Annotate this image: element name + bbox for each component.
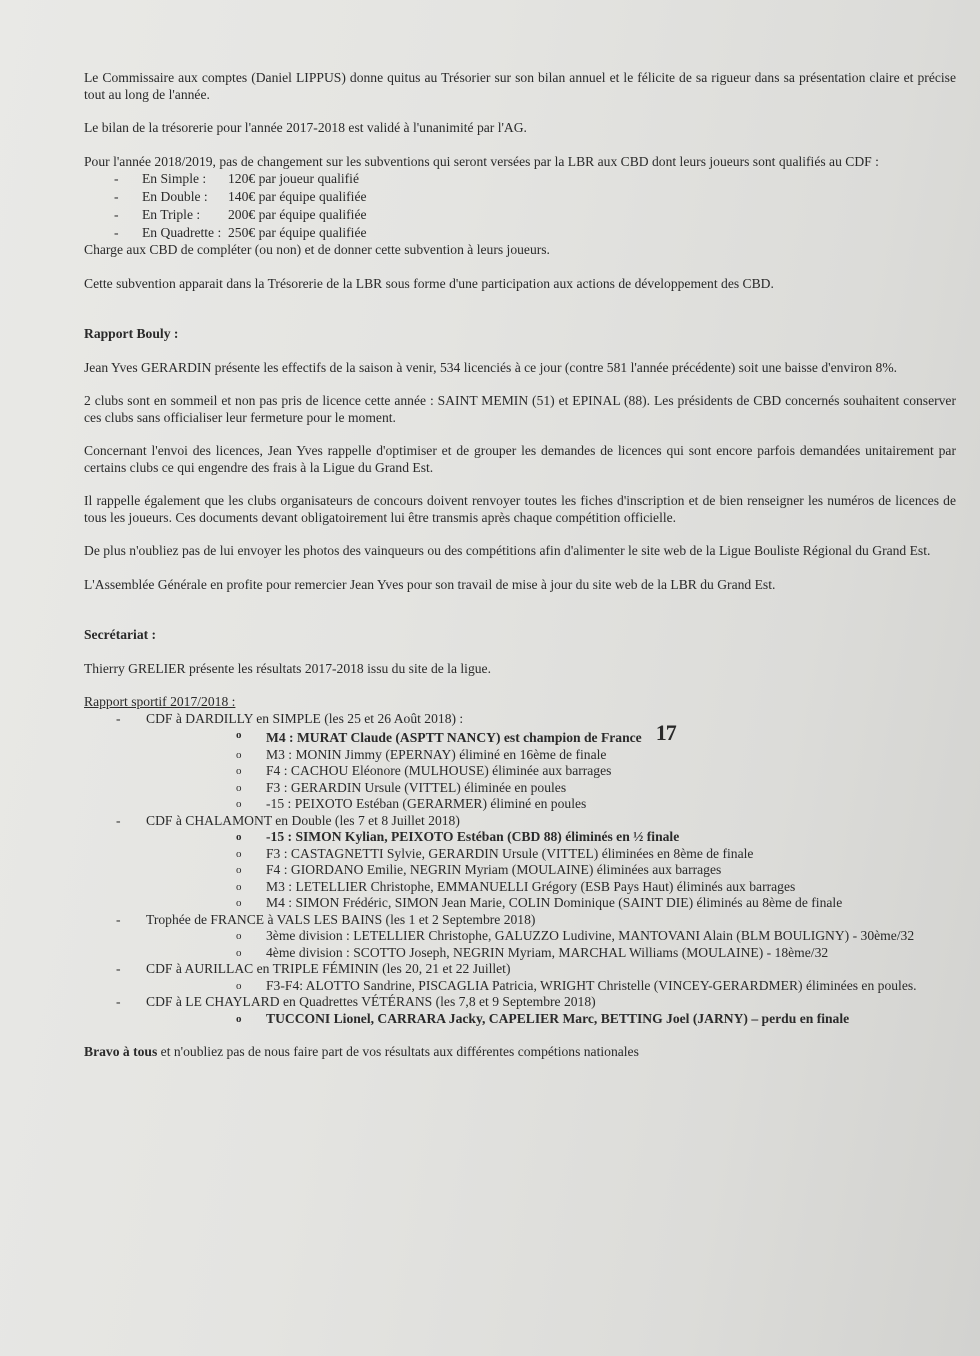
results-list [146,1011,956,1028]
result-item: o M3 : LETELLIER Christophe, EMMANUELLI Grégory (ESB Pays Haut) éliminés aux barrages [146,879,956,896]
result-item: o F4 : GIORDANO Emilie, NEGRIN Myriam (MOULAINE) éliminées aux barrages [146,862,956,879]
event-item: - CDF à LE CHAYLARD en Quadrettes VÉTÉRANS (les 7,8 et 9 Septembre 2018) o TUCCONI Lionel, CARRARA Jacky, CAPELIER Marc, BETTING Joel (JARNY) – perdu en finale [84,994,956,1027]
event-item: - CDF à CHALAMONT en Double (les 7 et 8 Juillet 2018) o -15 : SIMON Kylian, PEIXOTO Estéban (CBD 88) éliminés en ½ finale o F3 : CASTAGNETTI Sylvie, GERARDIN Ursule (VITTEL) éliminées en 8ème de finale o F4 : GIORDANO Emilie, NEGRIN Myriam (MOULAINE) éliminées aux barrages o M3 : LETELLIER Christophe, EMMANUELLI Grégory (ESB Pays Haut) éliminés aux barrages o M4 : SIMON Frédéric, SIMON Jean Marie, COLIN Dominique (SAINT DIE) éliminés au 8ème de finale [84,813,956,912]
paragraph-photos: De plus n'oubliez pas de lui envoyer les photos des vainqueurs ou des compétitions afin d'alimenter le site web de la Ligue Bouliste Régional du Grand Est. [84,543,931,558]
result-item: o F3-F4: ALOTTO Sandrine, PISCAGLIA Patricia, WRIGHT Christelle (VINCEY-GERARDMER) éliminées en poules. [146,978,956,995]
result-item: o 4ème division : SCOTTO Joseph, NEGRIN Myriam, MARCHAL Williams (MOULAINE) - 18ème/32 [146,945,956,962]
result-item: o M4 : MURAT Claude (ASPTT NANCY) est champion de France 17 [146,727,956,747]
paragraph-closing: Bravo à tous et n'oubliez pas de nous faire part de vos résultats aux différentes compétions nationales [84,1044,639,1059]
subvention-item: - En Simple : 120€ par joueur qualifié [84,170,956,188]
paragraph-remerciements: L'Assemblée Générale en profite pour remercier Jean Yves pour son travail de mise à jour du site web de la LBR du Grand Est. [84,576,776,592]
document-body [84,70,956,1061]
subvention-item: - En Double : 140€ par équipe qualifiée [84,188,956,206]
handwritten-mark: 17 [655,720,676,745]
results-list [146,978,956,995]
result-item: o M4 : SIMON Frédéric, SIMON Jean Marie, COLIN Dominique (SAINT DIE) éliminés au 8ème de finale [146,895,956,912]
paragraph-charge-cbd: Charge aux CBD de compléter (ou non) et de donner cette subvention à leurs joueurs. [84,242,550,257]
results-list [146,720,956,813]
event-item: - Trophée de FRANCE à VALS LES BAINS (les 1 et 2 Septembre 2018) o 3ème division : LETELLIER Christophe, GALUZZO Ludivine, MANTOVANI Alain (BLM BOULIGNY) - 30ème/32 o 4ème division : SCOTTO Joseph, NEGRIN Myriam, MARCHAL Williams (MOULAINE) - 18ème/32 [84,912,956,962]
results-list [146,829,956,912]
paragraph-envoi-licences: Concernant l'envoi des licences, Jean Yves rappelle d'optimiser et de grouper les demandes de licences qui sont encore parfois demandées unitairement par certains clubs ce qui engendre des frais à la Ligue du Grand Est. [84,443,956,475]
results-list [146,928,956,961]
result-item: o F3 : CASTAGNETTI Sylvie, GERARDIN Ursule (VITTEL) éliminées en 8ème de finale [146,846,956,863]
paragraph-resultats: Thierry GRELIER présente les résultats 2017-2018 issu du site de la ligue. [84,660,491,676]
event-item: - CDF à DARDILLY en SIMPLE (les 25 et 26 Août 2018) : o M4 : MURAT Claude (ASPTT NANCY) est champion de France 17 o M3 : MONIN Jimmy (EPERNAY) éliminé en 16ème de finale o F4 : CACHOU Eléonore (MULHOUSE) éliminée aux barrages o F3 : GERARDIN Ursule (VITTEL) éliminée en poules o -15 : PEIXOTO Estéban (GERARMER) éliminé en poules [84,711,956,813]
paragraph-effectifs: Jean Yves GERARDIN présente les effectifs de la saison à venir, 534 licenciés à ce jour (contre 581 l'année précédente) soit une baisse d'environ 8%. [84,359,898,375]
result-item: o -15 : PEIXOTO Estéban (GERARMER) éliminé en poules [146,796,956,813]
result-item: o F3 : GERARDIN Ursule (VITTEL) éliminée en poules [146,780,956,797]
result-item: o TUCCONI Lionel, CARRARA Jacky, CAPELIER Marc, BETTING Joel (JARNY) – perdu en finale [146,1011,956,1028]
result-item: o F4 : CACHOU Eléonore (MULHOUSE) éliminée aux barrages [146,763,956,780]
event-item: - CDF à AURILLAC en TRIPLE FÉMININ (les 20, 21 et 22 Juillet) o F3-F4: ALOTTO Sandrine, PISCAGLIA Patricia, WRIGHT Christelle (VINCEY-GERARDMER) éliminées en poules. [84,961,956,994]
subvention-item: - En Quadrette : 250€ par équipe qualifiée [84,224,956,242]
paragraph-fiches-inscription: Il rappelle également que les clubs organisateurs de concours doivent renvoyer toutes les fiches d'inscription et de bien renseigner les numéros de licences de tous les joueurs. Ces documents devant obligatoirement lui être transmis après chaque compétition officielle. [84,493,956,525]
result-item: o 3ème division : LETELLIER Christophe, GALUZZO Ludivine, MANTOVANI Alain (BLM BOULIGNY) - 30ème/32 [146,928,956,945]
paragraph-bilan: Le bilan de la trésorerie pour l'année 2017-2018 est validé à l'unanimité par l'AG. [84,120,527,135]
result-item: o -15 : SIMON Kylian, PEIXOTO Estéban (CBD 88) éliminés en ½ finale [146,829,956,846]
paragraph-subventions-intro: Pour l'année 2018/2019, pas de changement sur les subventions qui seront versées par la LBR aux CBD dont leurs joueurs sont qualifiés au CDF : [84,153,879,169]
subventions-list [84,170,956,242]
heading-rapport-bouly: Rapport Bouly : [84,326,179,341]
paragraph-commissaire: Le Commissaire aux comptes (Daniel LIPPUS) donne quitus au Trésorier sur son bilan annuel et le félicite de sa rigueur dans sa présentation claire et précise tout au long de l'année. [84,70,956,102]
paragraph-subvention-tresorerie: Cette subvention apparait dans la Trésorerie de la LBR sous forme d'une participation aux actions de développement des CBD. [84,275,774,291]
result-item: o M3 : MONIN Jimmy (EPERNAY) éliminé en 16ème de finale [146,747,956,764]
subvention-item: - En Triple : 200€ par équipe qualifiée [84,206,956,224]
events-list [84,711,956,1028]
heading-secretariat: Secrétariat : [84,627,157,642]
heading-rapport-sportif: Rapport sportif 2017/2018 : [84,694,236,709]
paragraph-clubs-sommeil: 2 clubs sont en sommeil et non pas pris de licence cette année : SAINT MEMIN (51) et EPINAL (88). Les présidents de CBD concernés souhaitent conserver ces clubs sans officialiser leur fermeture pour le moment. [84,393,956,425]
